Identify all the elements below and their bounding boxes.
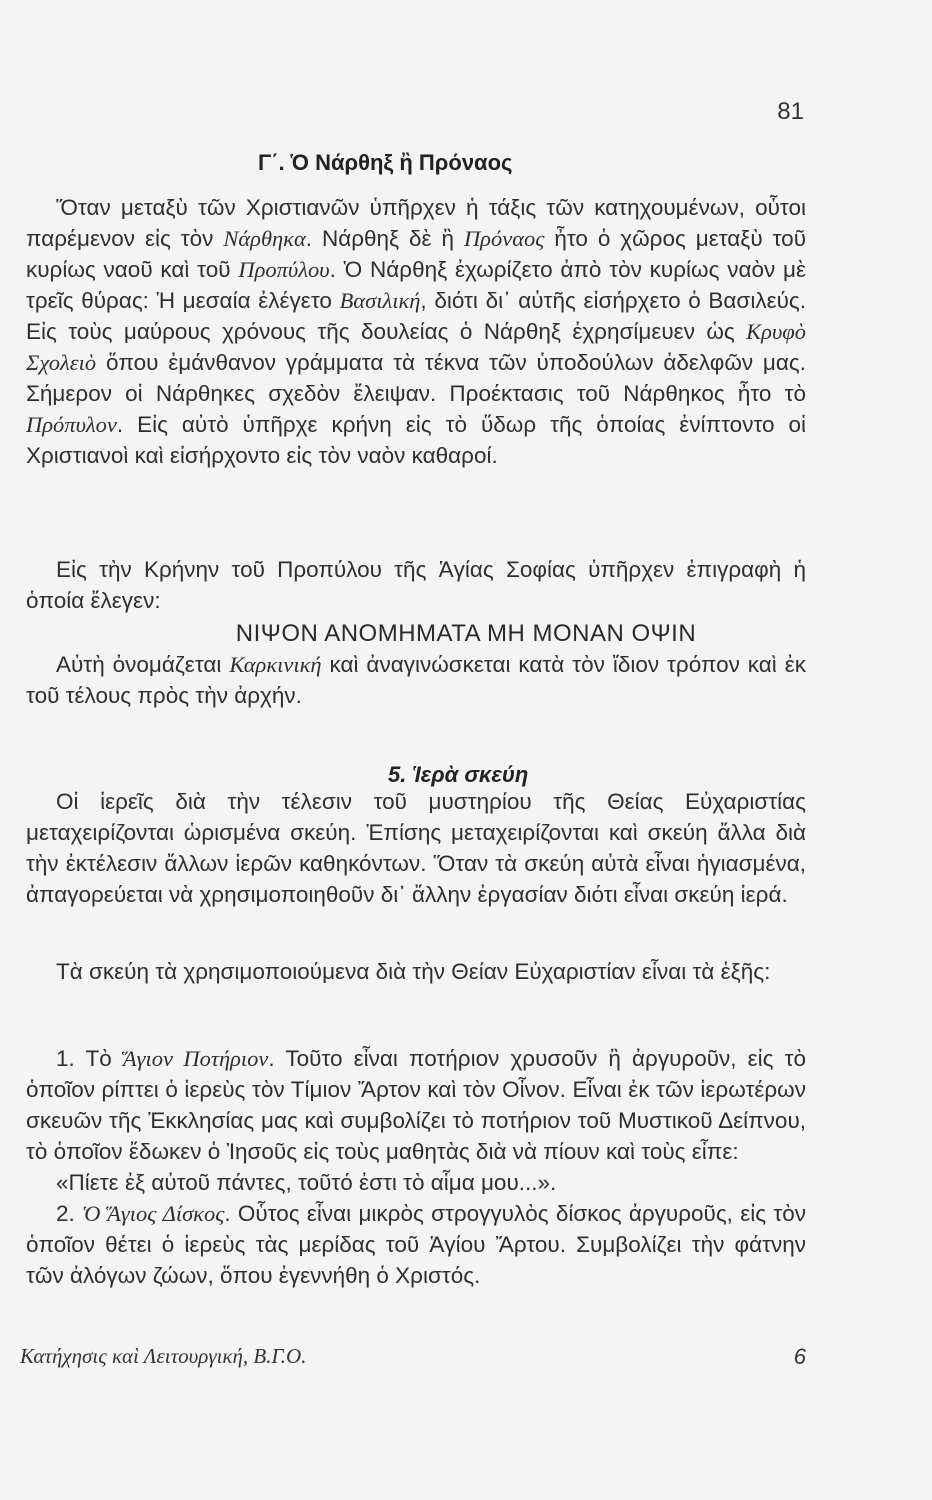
- narthex-paragraph-2: Εἰς τὴν Κρήνην τοῦ Προπύλου τῆς Ἁγίας Σοφίας ὑπῆρχεν ἐπιγραφὴ ἡ ὁποία ἔλεγεν:: [26, 557, 806, 613]
- list-item-chalice: 1. Τὸ Ἅγιον Ποτήριον. Τοῦτο εἶναι ποτήριον χρυσοῦν ἢ ἀργυροῦν, εἰς τὸ ὁποῖον ρίπτει ὁ ἱερεὺς τὸν Τίμιον Ἄρτον καὶ τὸν Οἶνον. Εἶναι ἐκ τῶν ἱερωτέρων σκευῶν τῆς Ἐκκλησίας μας καὶ συμβολίζει τὸ ποτήριον τοῦ Μυστικοῦ Δείπνου, τὸ ὁποῖον ἔδωκεν ὁ Ἰησοῦς εἰς τοὺς μαθητὰς διὰ νὰ πίουν καὶ τοὺς εἶπε:: [26, 1046, 807, 1164]
- vessels-list: [26, 1043, 806, 1291]
- inscription-palindrome: ΝΙΨΟΝ ΑΝΟΜΗΜΑΤΑ ΜΗ ΜΟΝΑΝ ΟΨΙΝ: [235, 620, 697, 647]
- term-pronaos: Πρόναος: [463, 226, 545, 251]
- term-kryfo-scholeio: Κρυφὸ Σχολειὸ: [26, 319, 806, 375]
- term-karkiniki: Καρκινική: [229, 652, 322, 677]
- page-number: 81: [777, 98, 804, 125]
- term-agios-diskos: Ὁ Ἅγιος Δίσκος: [82, 1201, 225, 1226]
- footer-signature-mark: 6: [793, 1344, 806, 1369]
- narthex-paragraph-1: Ὅταν μεταξὺ τῶν Χριστιανῶν ὑπῆρχεν ἡ τάξις τῶν κατηχουμένων, οὗτοι παρέμενον εἰς τὸν Νάρθηκα. Νάρθηξ δὲ ἢ Πρόναος ἦτο ὁ χῶρος μεταξὺ τοῦ κυρίως ναοῦ καὶ τοῦ Προπύλου. Ὁ Νάρθηξ ἐχωρίζετο ἀπὸ τὸν κυρίως ναὸν μὲ τρεῖς θύρας: Ἡ μεσαία ἐλέγετο Βασιλική, διότι δι᾽ αὐτῆς εἰσήρχετο ὁ Βασιλεύς. Εἰς τοὺς μαύρους χρόνους τῆς δουλείας ὁ Νάρθηξ ἐχρησίμευεν ὡς Κρυφὸ Σχολειὸ ὅπου ἐμάνθανον γράμματα τὰ τέκνα τῶν ὑποδούλων ἀδελφῶν μας. Σήμερον οἱ Νάρθηκες σχεδὸν ἔλειψαν. Προέκτασις τοῦ Νάρθηκος ἦτο τὸ Πρόπυλον. Εἰς αὐτὸ ὑπῆρχε κρήνη εἰς τὸ ὕδωρ τῆς ὁποίας ἐνίπτοντο οἱ Χριστιανοὶ καὶ εἰσήρχοντο εἰς τὸν ναὸν καθαροί.: [26, 195, 806, 468]
- quote-chalice: «Πίετε ἐξ αὐτοῦ πάντες, τοῦτό ἐστι τὸ αἷμα μου...».: [56, 1170, 557, 1195]
- term-agion-potirion: Ἅγιον Ποτήριον: [122, 1046, 269, 1071]
- term-vasiliki: Βασιλική: [339, 288, 421, 313]
- term-propylon: Προπύλου: [238, 257, 330, 282]
- section-heading-vessels: 5. Ἱερὰ σκεύη: [388, 762, 529, 787]
- list-item-diskos: 2. Ὁ Ἅγιος Δίσκος. Οὗτος εἶναι μικρὸς στρογγυλὸς δίσκος ἀργυροῦς, εἰς τὸν ὁποῖον θέτει ὁ ἱερεὺς τὰς μερίδας τοῦ Ἁγίου Ἄρτου. Συμβολίζει τὴν φάτνην τῶν ἀλόγων ζώων, ὅπου ἐγεννήθη ὁ Χριστός.: [26, 1201, 806, 1288]
- term-narthex: Νάρθηκα: [223, 226, 306, 251]
- section-heading-narthex: Γ΄. Ὁ Νάρθηξ ἢ Πρόναος: [258, 150, 513, 175]
- narthex-paragraph-3: Αὐτὴ ὀνομάζεται Καρκινική καὶ ἀναγινώσκεται κατὰ τὸν ἴδιον τρόπον καὶ ἐκ τοῦ τέλους πρὸς τὴν ἀρχήν.: [26, 652, 807, 708]
- term-propylon-2: Πρόπυλον: [26, 412, 117, 437]
- vessels-paragraph-2: Τὰ σκεύη τὰ χρησιμοποιούμενα διὰ τὴν Θείαν Εὐχαριστίαν εἶναι τὰ ἑξῆς:: [56, 959, 771, 984]
- footer-book-title: Κατήχησις καὶ Λειτουργική, Β.Γ.Ο.: [20, 1344, 307, 1368]
- vessels-paragraph-1: Οἱ ἱερεῖς διὰ τὴν τέλεσιν τοῦ μυστηρίου τῆς Θείας Εὐχαριστίας μεταχειρίζονται ὡρισμένα σκεύη. Ἐπίσης μεταχειρίζονται καὶ σκεύη ἄλλα διὰ τὴν ἐκτέλεσιν ἄλλων ἱερῶν καθηκόντων. Ὅταν τὰ σκεύη αὐτὰ εἶναι ἡγιασμένα, ἀπαγορεύεται νὰ χρησιμοποιηθοῦν δι᾽ ἄλλην ἐργασίαν διότι εἶναι σκεύη ἱερά.: [26, 789, 806, 907]
